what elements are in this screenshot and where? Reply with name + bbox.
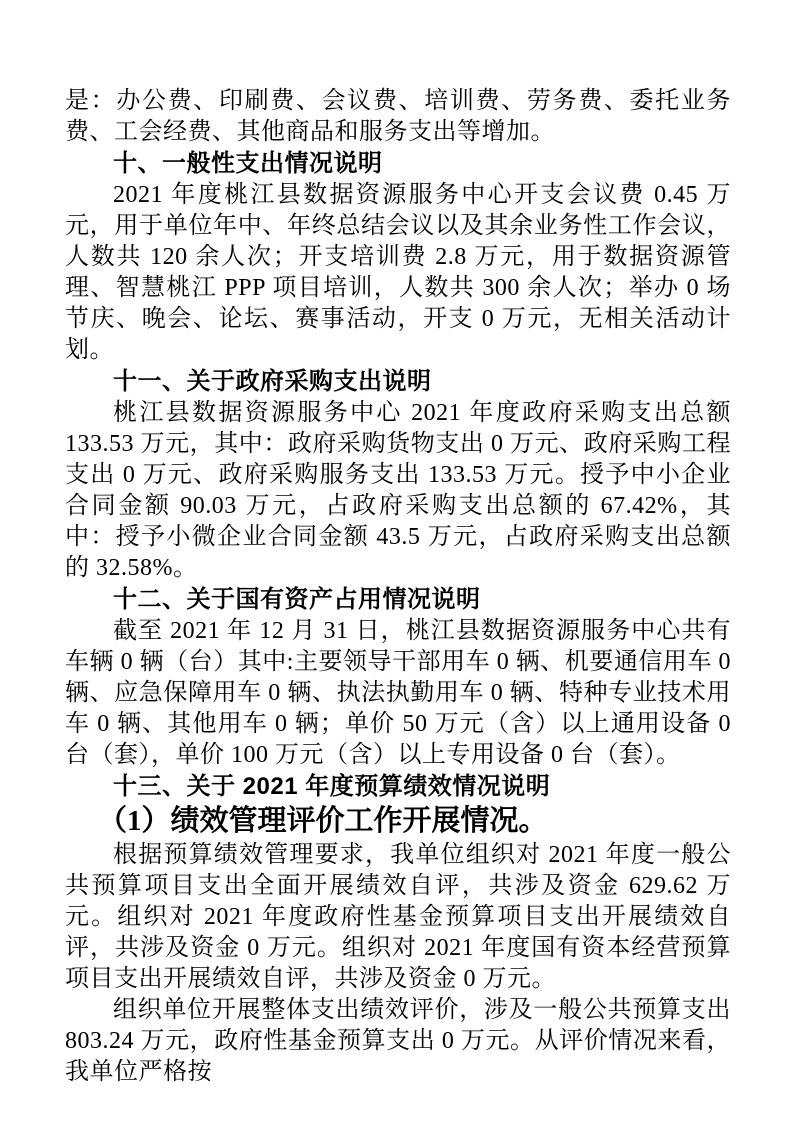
section-heading-11-government-procurement: 十一、关于政府采购支出说明 xyxy=(113,368,432,395)
paragraph-state-owned-assets-details: 截至 2021 年 12 月 31 日，桃江县数据资源服务中心共有车辆 0 辆（台）其中:主要领导干部用车 0 辆、机要通信用车 0 辆、应急保障用车 0 辆、执法执勤用车 0 辆、特种专业技术用车 0 辆、其他用车 0 辆；单价 50 万元（含）以上通用设备 0 台（套），单价 100 万元（含）以上专用设备 0 台（套）。 xyxy=(65,618,731,768)
paragraph-general-expenditure-details: 2021 年度桃江县数据资源服务中心开支会议费 0.45 万元，用于单位年中、年终总结会议以及其余业务性工作会议，人数共 120 余人次；开支培训费 2.8 万元，用于数据资源管理、智慧桃江 PPP 项目培训，人数共 300 余人次；举办 0 场节庆、晚会、论坛、赛事活动，开支 0 万元，无相关活动计划。 xyxy=(65,182,731,363)
subheading-performance-evaluation-work: （1）绩效管理评价工作开展情况。 xyxy=(98,805,548,837)
paragraph-overall-expenditure-evaluation: 组织单位开展整体支出绩效评价，涉及一般公共预算支出 803.24 万元，政府性基金预算支出 0 万元。从评价情况来看，我单位严格按 xyxy=(65,997,731,1085)
paragraph-government-procurement-details: 桃江县数据资源服务中心 2021 年度政府采购支出总额 133.53 万元，其中：政府采购货物支出 0 万元、政府采购工程支出 0 万元、政府采购服务支出 133.53 万元。授予中小企业合同金额 90.03 万元，占政府采购支出总额的 67.42%，其中：授予小微企业合同金额 43.5 万元，占政府采购支出总额的 32.58%。 xyxy=(65,400,731,581)
section-heading-10-general-expenditure: 十、一般性支出情况说明 xyxy=(113,150,383,177)
paragraph-general-expense-items-continuation: 是：办公费、印刷费、会议费、培训费、劳务费、委托业务费、工会经费、其他商品和服务支出等增加。 xyxy=(65,88,731,145)
section-heading-13-budget-performance: 十三、关于 2021 年度预算绩效情况说明 xyxy=(113,773,551,800)
document-body xyxy=(65,86,731,1088)
section-heading-12-state-owned-assets: 十二、关于国有资产占用情况说明 xyxy=(113,586,481,613)
paragraph-performance-self-evaluation: 根据预算绩效管理要求，我单位组织对 2021 年度一般公共预算项目支出全面开展绩效自评，共涉及资金 629.62 万元。组织对 2021 年度政府性基金预算项目支出开展绩效自评，共涉及资金 0 万元。组织对 2021 年度国有资本经营预算项目支出开展绩效自评，共涉及资金 0 万元。 xyxy=(65,842,731,992)
